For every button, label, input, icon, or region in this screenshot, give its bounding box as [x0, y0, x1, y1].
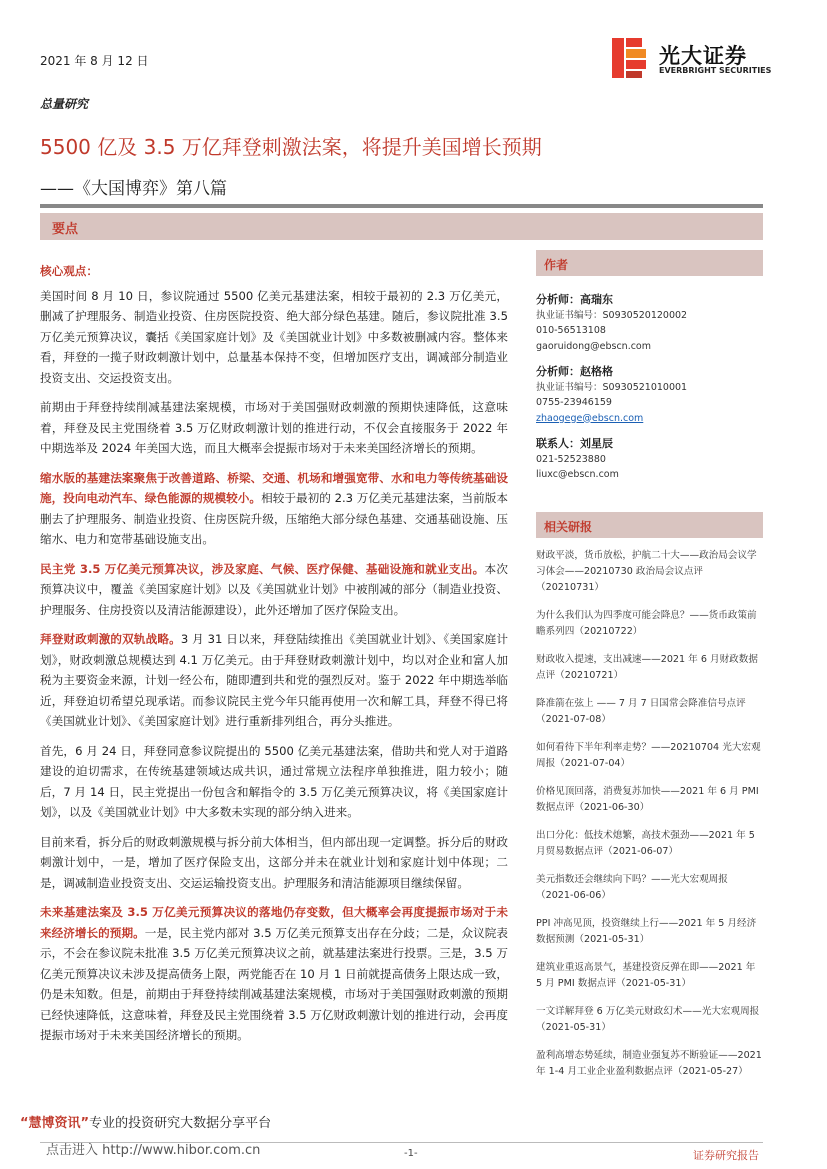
contact-email[interactable]: liuxc@ebscn.com	[536, 469, 619, 480]
research-item[interactable]: 盈利高增态势延续，制造业强复苏不断验证——2021 年 1-4 月工业企业盈利数据点评（2021-05-27）	[536, 1050, 762, 1077]
logo-name: 光大证券	[659, 44, 747, 68]
paragraph-5	[40, 629, 508, 732]
report-date: 2021 年 8 月 12 日	[40, 54, 149, 68]
analyst-1-cert: 执业证书编号：S0930520120002	[536, 309, 688, 321]
paragraph-3	[40, 468, 508, 550]
watermark-brand-quote: “慧博资讯”	[20, 1116, 90, 1131]
report-category: 总量研究	[40, 97, 89, 111]
paragraph-3-body: 相较于最初的 2.3 万亿美元基建法案，当前版本删去了护理服务、制造业投资、住房医院升级，压缩绝大部分绿色基建、交通基础设施、压缩水、电力和宽带基础设施支出。	[40, 491, 508, 546]
paragraph-6: 首先，6 月 24 日，拜登同意参议院提出的 5500 亿美元基建法案，借助共和党人对于道路建设的迫切需求，在传统基建领域达成共识，通过常规立法程序单独推进，阻力较小；随后，7 月 14 日，民主党提出一份包含和解指令的 3.5 万亿美元预算决议，将《美国家庭计划》，以及《美国就业计划》中大多数未实现的部分纳入进来。	[40, 743, 508, 819]
paragraph-3-highlight: 缩水版的基建法案聚焦于改善道路、桥梁、交通、机场和增强宽带、水和电力等传统基础设施，投向电动汽车、绿色能源的规模较小。	[40, 470, 508, 505]
contact	[536, 436, 763, 483]
authors-block	[536, 292, 763, 493]
analyst-2-cert: 执业证书编号：S0930521010001	[536, 381, 688, 393]
research-item[interactable]: 降准箭在弦上 —— 7 月 7 日国常会降准信号点评（2021-07-08）	[536, 698, 746, 725]
analyst-2	[536, 364, 763, 426]
report-subtitle: ——《大国博弈》第八篇	[40, 179, 227, 199]
watermark-brand-text: 专业的投资研究大数据分享平台	[89, 1116, 272, 1131]
paragraph-5-highlight: 拜登财政刺激的双轨战略。	[40, 632, 181, 646]
paragraph-8-highlight: 未来基建法案及 3.5 万亿美元预算决议的落地仍存变数，但大概率会再度提振市场对于未来经济增长的预期。	[40, 905, 508, 940]
analyst-2-name: 分析师：赵格格	[536, 365, 613, 378]
research-item[interactable]: 财政收入提速，支出减速——2021 年 6 月财政数据点评（20210721）	[536, 654, 758, 681]
paragraph-8-body: 一是，民主党内部对 3.5 万亿美元预算支出存在分歧；二是，众议院表示，不会在参议院未批准 3.5 万亿美元预算决议之前，就基建法案进行投票。三是，3.5 万亿美元预算决议未涉及提高债务上限，两党能否在 10 月 1 日前就提高债务上限达成一致，仍是未知数。但是，前期由于拜登持续削减基建法案规模，市场对于美国强财政刺激的预期已经快速降低，这意味着，拜登及民主党围绕着 3.5 万亿财政刺激计划的推进行动，会再度提振市场对于未来美国经济增长的预期。	[40, 925, 508, 1042]
authors-heading: 作者	[544, 258, 569, 272]
related-research-list	[536, 548, 763, 1092]
paragraph-4	[40, 559, 508, 621]
authors-header	[536, 250, 763, 276]
summary-banner	[40, 213, 763, 240]
analyst-1	[536, 292, 763, 354]
research-item[interactable]: 价格见顶回落，消费复苏加快——2021 年 6 月 PMI 数据点评（2021-06-30）	[536, 786, 759, 813]
footer-report-type: 证券研究报告	[693, 1149, 759, 1162]
watermark-link[interactable]: 点击进入 http://www.hibor.com.cn	[46, 1143, 261, 1158]
research-item[interactable]: 财政平淡，货币放松，护航二十大——政治局会议学习体会——20210730 政治局会议点评（20210731）	[536, 550, 757, 593]
research-item[interactable]: 建筑业重返高景气，基建投资反弹在即——2021 年 5 月 PMI 数据点评（2021-05-31）	[536, 962, 756, 989]
title-divider	[40, 204, 763, 208]
analyst-2-email-link[interactable]: zhaogege@ebscn.com	[536, 412, 644, 424]
paragraph-4-body: 本次预算决议中，覆盖《美国家庭计划》以及《美国就业计划》中被削减的部分（制造业投资、护理服务、住房投资以及清洁能源建设），此外还增加了医疗保险支出。	[40, 561, 508, 617]
research-item[interactable]: 美元指数还会继续向下吗？——光大宏观周报（2021-06-06）	[536, 874, 728, 901]
key-points-heading: 核心观点：	[40, 264, 98, 278]
paragraph-5-body: 3 月 31 日以来，拜登陆续推出《美国就业计划》、《美国家庭计划》，财政刺激总规模达到 4.1 万亿美元。由于拜登财政刺激计划中，均以对企业和富人加税为主要资金来源，计划一经公布，随即遭到共和党的强烈反对。鉴于 2022 年中期选举临近，拜登迫切希望兑现承诺。而参议院民主党今年只能再使用一次和解工具，拜登不得已将《美国就业计划》、《美国家庭计划》进行重新排列组合，再分头推进。	[40, 632, 508, 728]
analyst-1-name: 分析师：高瑞东	[536, 293, 613, 306]
summary-banner-label: 要点	[52, 222, 79, 237]
research-item[interactable]: PPI 冲高见顶，投资继续上行——2021 年 5 月经济数据预测（2021-05-31）	[536, 918, 757, 945]
research-item[interactable]: 一文详解拜登 6 万亿美元财政幻术——光大宏观周报（2021-05-31）	[536, 1006, 760, 1033]
analyst-1-email[interactable]: gaoruidong@ebscn.com	[536, 340, 652, 352]
research-item[interactable]: 出口分化：低技术熄繁，高技术强劲——2021 年 5 月贸易数据点评（2021-06-07）	[536, 830, 755, 857]
paragraph-4-highlight: 民主党 3.5 万亿美元预算决议，涉及家庭、气候、医疗保健、基础设施和就业支出。	[40, 561, 485, 576]
watermark-brand	[20, 1112, 271, 1131]
research-item[interactable]: 为什么我们认为四季度可能会降息？——货币政策前瞻系列四（20210722）	[536, 610, 757, 637]
paragraph-2: 前期由于拜登持续削减基建法案规模，市场对于美国强财政刺激的预期快速降低，这意味着，拜登及民主党围绕着 3.5 万亿财政刺激计划的推进行动，不仅会直接服务于 2022 年中期选举及 2024 年美国大选，而且大概率会提振市场对于未来美国经济增长的预期。	[40, 400, 508, 455]
analyst-1-phone: 010-56513108	[536, 325, 606, 336]
report-title: 5500 亿及 3.5 万亿拜登刺激法案，将提升美国增长预期	[40, 135, 542, 159]
contact-phone: 021-52523880	[536, 453, 606, 465]
related-research-heading: 相关研报	[544, 520, 593, 534]
page-number: -1-	[404, 1148, 418, 1159]
contact-name: 联系人：刘星辰	[536, 437, 613, 450]
paragraph-8	[40, 902, 508, 1046]
analyst-2-phone: 0755-23946159	[536, 397, 612, 408]
logo-english: EVERBRIGHT SECURITIES	[659, 66, 772, 75]
research-item[interactable]: 如何看待下半年利率走势？——20210704 光大宏观周报（2021-07-04）	[536, 742, 761, 769]
main-content	[40, 261, 508, 1055]
paragraph-1: 美国时间 8 月 10 日，参议院通过 5500 亿美元基建法案，相较于最初的 2.3 万亿美元，删减了护理服务、制造业投资、住房医院投资、绝大部分绿色基建。随后，参议院批准 3.5 万亿美元预算决议，囊括《美国家庭计划》及《美国就业计划》中多数被删减内容。整体来看，拜登的一揽子财政刺激计划中，总量基本保持不变，但增加医疗支出，调减部分制造业投资支出、交运投资支出。	[40, 288, 508, 385]
paragraph-7: 目前来看，拆分后的财政刺激规模与拆分前大体相当，但内部出现一定调整。拆分后的财政刺激计划中，一是，增加了医疗保险支出，这部分并未在就业计划和家庭计划中体现；二是，调减制造业投资支出、交运运输投资支出。护理服务和清洁能源项目继续保留。	[40, 834, 508, 890]
